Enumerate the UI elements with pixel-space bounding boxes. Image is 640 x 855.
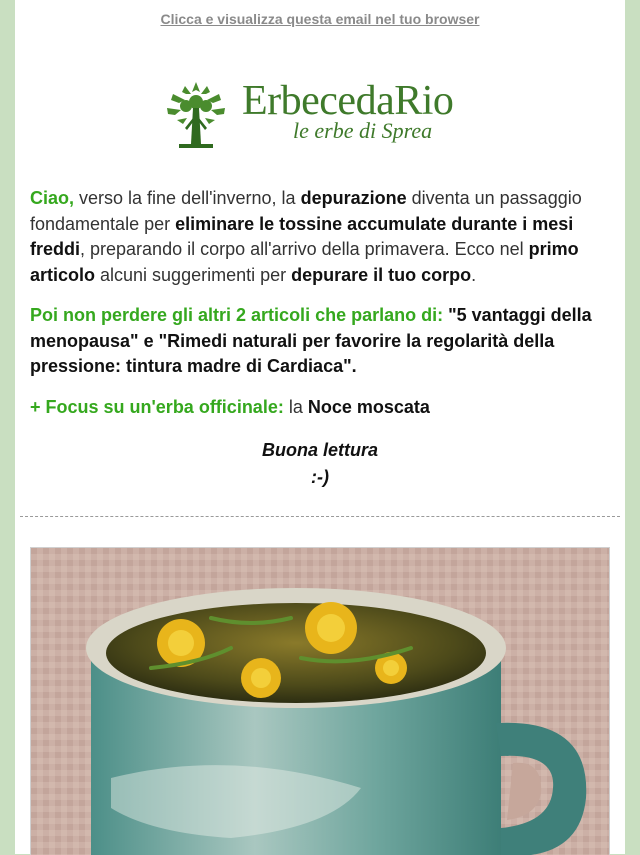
logo-wordmark: ErbecedaRio [242, 78, 454, 124]
greeting: Ciao, [30, 188, 75, 208]
signoff-smiley: :-) [311, 467, 329, 487]
signoff-line: Buona lettura [261, 440, 378, 460]
view-in-browser-link[interactable]: Clicca e visualizza questa email nel tuo browser [160, 11, 480, 27]
dandelion-tea-image [31, 548, 609, 855]
focus-lead: + Focus su un'erba officinale: [30, 397, 284, 417]
intro-bold-2: eliminare le tossine accumulate durante i mesi freddi [30, 213, 574, 259]
erbecedario-logo[interactable] [165, 78, 475, 152]
email-body [15, 0, 625, 854]
more-articles-titles: "5 vantaggi della menopausa" e "Rimedi naturali per favorire la regolarità della pressione: tintura madre di Cardiaca". [30, 305, 592, 376]
focus-paragraph [30, 395, 600, 421]
focus-herb: Noce moscata [307, 397, 430, 417]
more-articles-lead: Poi non perdere gli altri 2 articoli che parlano di: [30, 305, 444, 325]
more-articles-paragraph [30, 303, 600, 380]
intro-paragraph [30, 186, 600, 288]
intro-text-5: . [471, 264, 477, 285]
dandelion-tea-photo[interactable] [30, 547, 610, 855]
intro-bold-4: depurare il tuo corpo [291, 264, 472, 285]
intro-bold-1: depurazione [300, 188, 407, 208]
intro-text-3: , preparando il corpo all'arrivo della primavera. Ecco nel [80, 239, 529, 259]
tree-logo-icon [165, 78, 227, 150]
intro-text-2: diventa un passaggio fondamentale per [30, 188, 582, 234]
focus-text: la [283, 397, 308, 417]
section-divider [20, 516, 620, 517]
intro-text-4: alcuni suggerimenti per [95, 264, 292, 285]
logo-tagline: le erbe di Sprea [293, 118, 433, 143]
intro-bold-3: primo articolo [30, 239, 579, 285]
intro-text-1: verso la fine dell'inverno, la [74, 188, 301, 208]
